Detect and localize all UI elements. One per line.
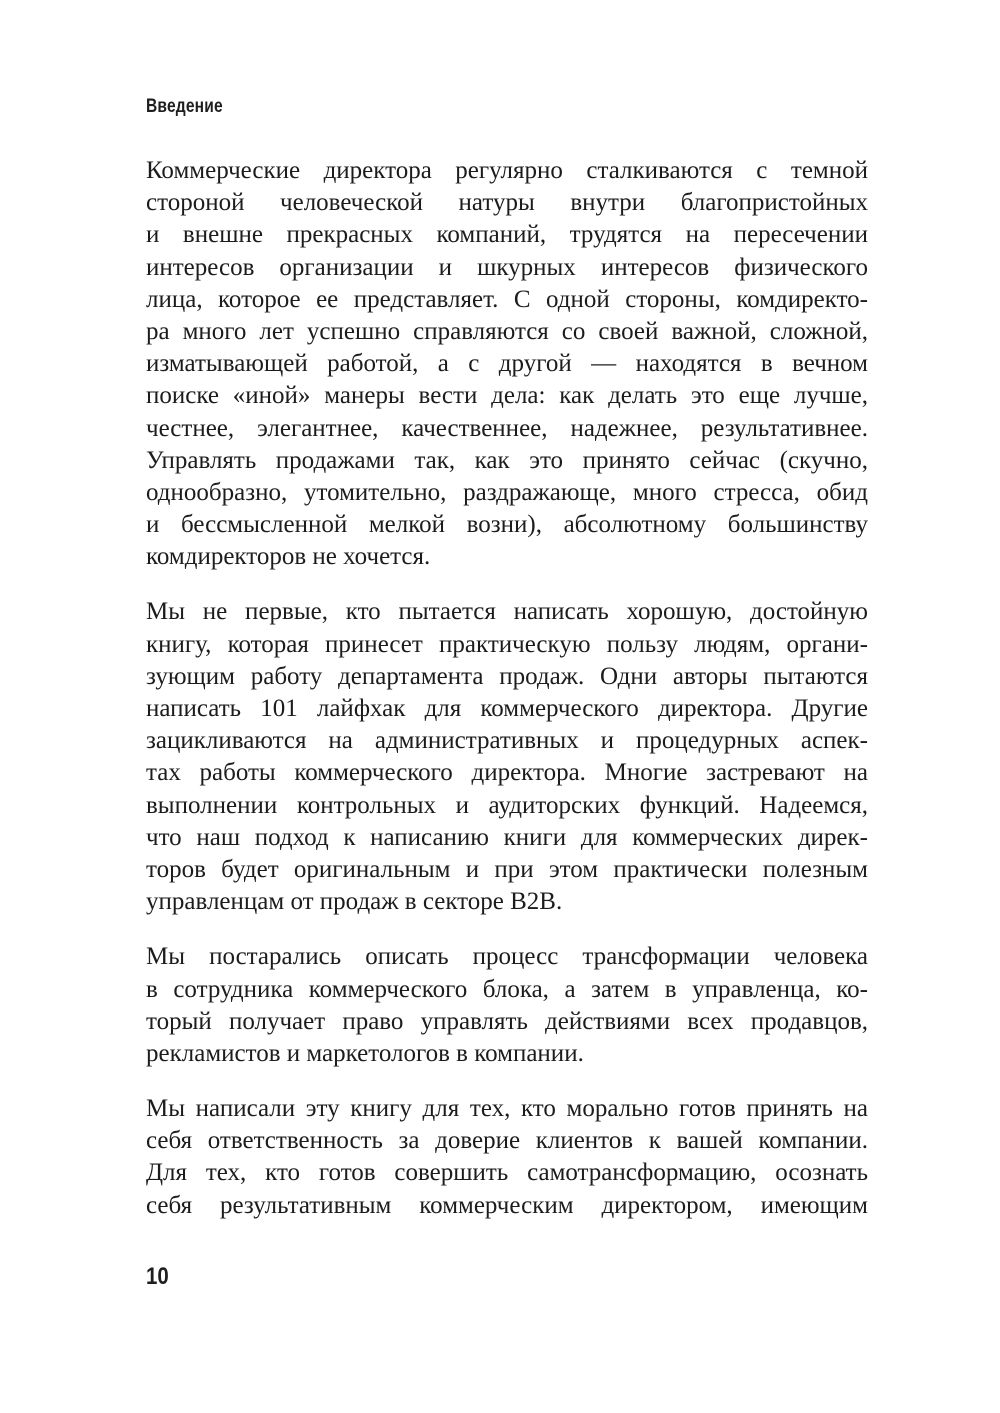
- text-line: выполнении контрольных и аудиторских функций. Надеемся,: [146, 791, 868, 819]
- text-line: зацикливаются на административных и процедурных аспек-: [146, 727, 868, 755]
- paragraph-2: [146, 596, 868, 918]
- text-line: и внешне прекрасных компаний, трудятся на пересечении: [146, 221, 868, 249]
- text-line: рекламистов и маркетологов в компании.: [146, 1039, 584, 1067]
- running-head: Введение: [146, 96, 223, 117]
- text-line: зующим работу департамента продаж. Одни авторы пытаются: [146, 662, 868, 690]
- text-line: Коммерческие директора регулярно сталкиваются с темной: [146, 157, 868, 184]
- page-number: 10: [146, 1263, 169, 1290]
- text-line: себя результативным коммерческим директором, имеющим: [146, 1191, 868, 1219]
- text-line: Мы не первые, кто пытается написать хорошую, достойную: [146, 598, 868, 626]
- text-line: написать 101 лайфхак для коммерческого директора. Другие: [146, 695, 868, 722]
- paragraph-gap: [146, 918, 868, 941]
- text-line: интересов организации и шкурных интересов физического: [146, 253, 868, 281]
- body-text: [146, 155, 868, 1222]
- paragraph-1: [146, 155, 868, 573]
- text-line: лица, которое ее представляет. С одной стороны, комдиректо-: [146, 285, 868, 313]
- text-line: Управлять продажами так, как это принято сейчас (скучно,: [146, 446, 868, 474]
- paragraph-3: [146, 941, 868, 1070]
- paragraph-gap: [146, 573, 868, 596]
- text-line: себя ответственность за доверие клиентов к вашей компании.: [146, 1127, 868, 1155]
- text-line: стороной человеческой натуры внутри благопристойных: [146, 189, 868, 217]
- text-line: комдиректоров не хочется.: [146, 543, 431, 571]
- text-line: ра много лет успешно справляются со своей важной, сложной,: [146, 317, 868, 345]
- text-line: торов будет оригинальным и при этом практически полезным: [146, 855, 868, 883]
- text-line: честнее, элегантнее, качественнее, надежнее, результативнее.: [146, 414, 868, 442]
- text-line: и бессмысленной мелкой возни), абсолютному большинству: [146, 511, 868, 539]
- text-line: изматывающей работой, а с другой — находятся в вечном: [146, 350, 868, 378]
- text-line: тах работы коммерческого директора. Многие застревают на: [146, 759, 868, 787]
- paragraph-4: [146, 1093, 868, 1222]
- text-line: что наш подход к написанию книги для коммерческих дирек-: [146, 823, 868, 851]
- text-line: Мы написали эту книгу для тех, кто морально готов принять на: [146, 1095, 868, 1123]
- paragraph-gap: [146, 1070, 868, 1093]
- text-line: однообразно, утомительно, раздражающе, много стресса, обид: [146, 478, 868, 506]
- text-line: поиске «иной» манеры вести дела: как делать это еще лучше,: [146, 382, 868, 410]
- text-line: книгу, которая принесет практическую пользу людям, органи-: [146, 630, 868, 658]
- text-line: Для тех, кто готов совершить самотрансформацию, осознать: [146, 1159, 868, 1187]
- text-line: Мы постарались описать процесс трансформации человека: [146, 943, 868, 971]
- text-line: в сотрудника коммерческого блока, а затем в управленца, ко-: [146, 975, 868, 1003]
- text-line: управленцам от продаж в секторе B2B.: [146, 888, 563, 916]
- text-line: торый получает право управлять действиями всех продавцов,: [146, 1007, 868, 1035]
